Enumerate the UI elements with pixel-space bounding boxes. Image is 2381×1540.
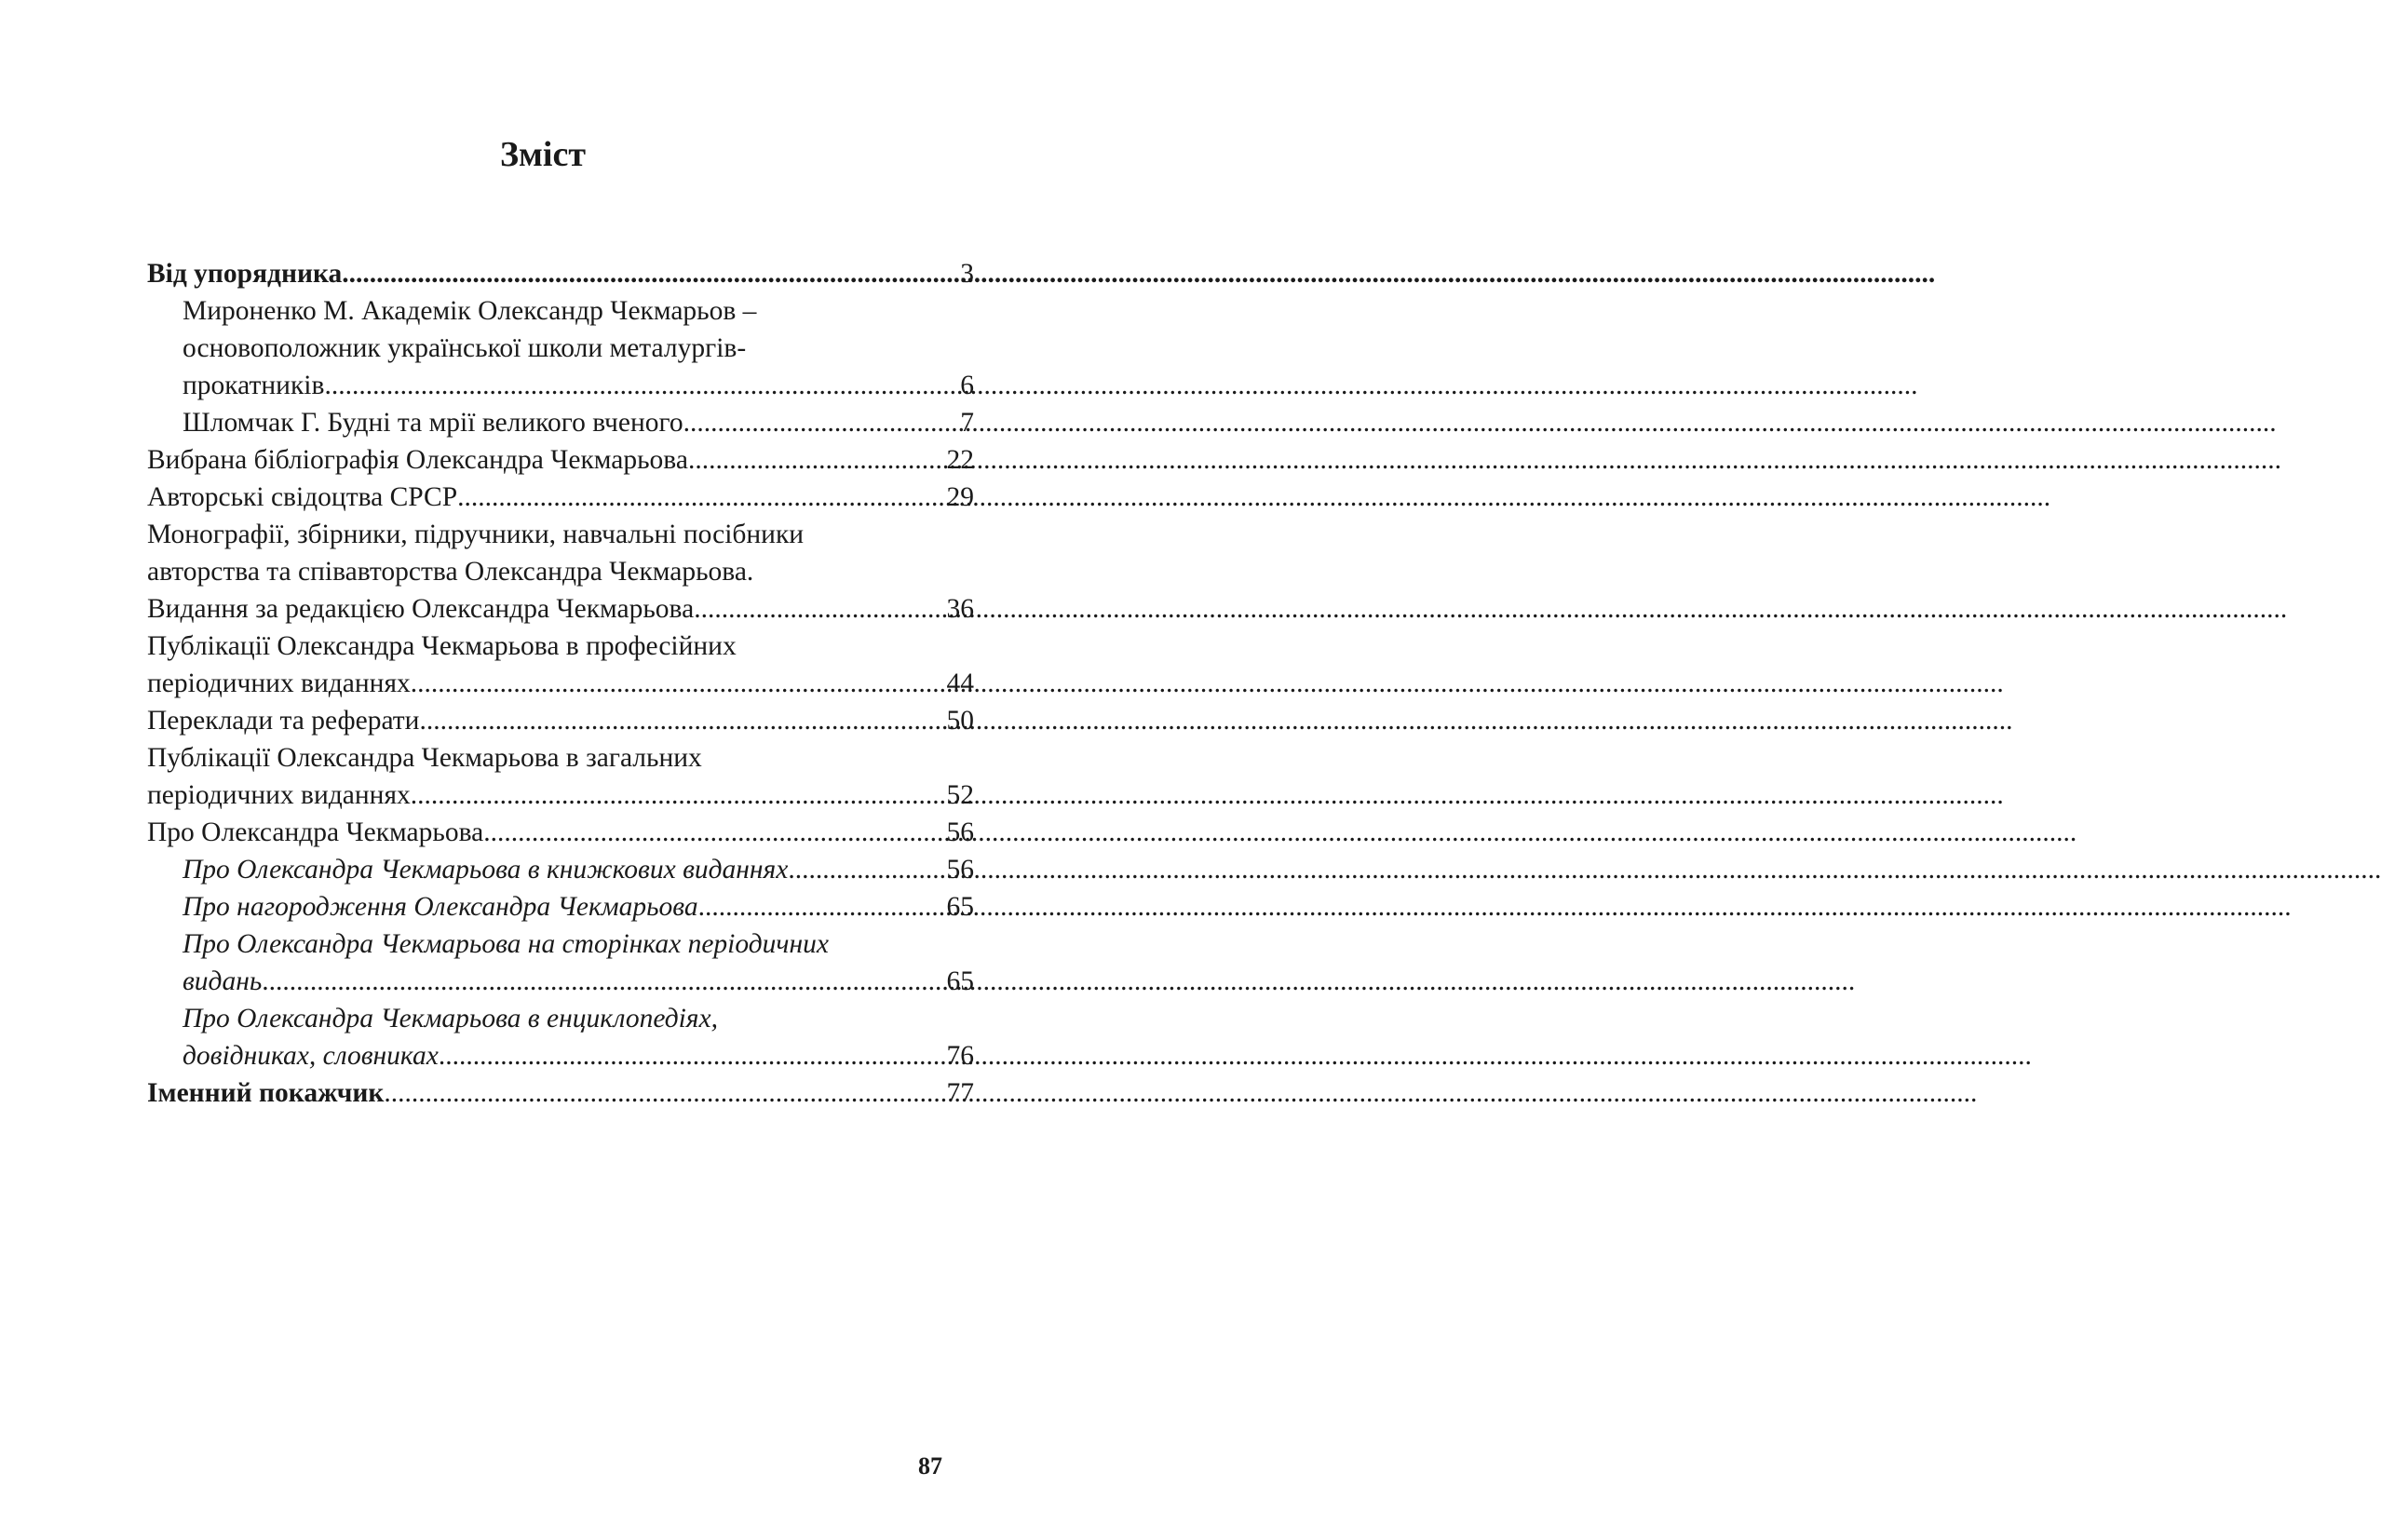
dot-leader [411, 665, 947, 702]
toc-entry-text: прокатників [183, 371, 325, 400]
toc-entry-shlomchak [147, 404, 974, 441]
toc-entry-monographs-line1 [147, 516, 974, 553]
toc-entry-text: Шломчак Г. Будні та мрії великого вченого [183, 408, 683, 438]
toc-entry-text: Про нагородження Олександра Чекмарьова [183, 892, 698, 922]
toc-entry-text: довідниках, словниках [183, 1041, 439, 1071]
dot-leader [411, 777, 947, 814]
toc-entry-edited [147, 590, 974, 628]
toc-entry-page: 65 [946, 892, 974, 922]
toc-entry-text: Вибрана бібліографія Олександра Чекмарьова [147, 445, 688, 475]
dot-leader [384, 1074, 946, 1112]
toc-entry-text: Про Олександра Чекмарьова в книжкових виданнях [183, 855, 789, 885]
toc-entry-page: 29 [946, 482, 974, 512]
toc-entry-mironenko-line1 [147, 292, 974, 330]
toc-entry-mironenko-line2 [147, 330, 974, 367]
toc-entry-page: 56 [946, 817, 974, 847]
toc-entry-about-periodicals-line2 [147, 963, 974, 1000]
toc-entry-page: 22 [946, 445, 974, 475]
toc-entry-text: періодичних виданнях [147, 780, 411, 810]
dot-leader [457, 479, 946, 516]
table-of-contents [147, 255, 974, 1112]
toc-entry-about-encyclopedias-line1 [147, 1000, 974, 1037]
toc-entry-page: 52 [946, 780, 974, 810]
toc-entry-text: періодичних виданнях [147, 669, 411, 698]
page-number: 87 [918, 1452, 942, 1479]
toc-entry-professional-line2 [147, 665, 974, 702]
dot-leader [694, 590, 946, 628]
toc-entry-professional-line1 [147, 628, 974, 665]
document-page [0, 0, 1086, 1540]
toc-entry-general-line1 [147, 739, 974, 777]
toc-entry-text: Публікації Олександра Чекмарьова в загальних [147, 743, 702, 773]
dot-leader [342, 255, 960, 292]
toc-entry-text: Монографії, збірники, підручники, навчальні посібники [147, 520, 805, 549]
toc-entry-mironenko-line3 [147, 367, 974, 404]
toc-entry-page: 50 [946, 706, 974, 736]
toc-entry-translations [147, 702, 974, 739]
toc-entry-about-periodicals-line1 [147, 925, 974, 963]
toc-entry-about [147, 814, 974, 851]
page-title: Зміст [499, 135, 587, 174]
toc-entry-page: 65 [946, 966, 974, 996]
toc-entry-page: 44 [946, 669, 974, 698]
toc-entry-page: 56 [946, 855, 974, 885]
dot-leader [419, 702, 946, 739]
toc-entry-text: Переклади та реферати [147, 706, 420, 736]
toc-entry-text: Мироненко М. Академік Олександр Чекмарьов – [183, 296, 757, 326]
toc-entry-text: Авторські свідоцтва СРСР [147, 482, 458, 512]
toc-entry-text: Про Олександра Чекмарьова [147, 817, 484, 847]
toc-entry-text: Публікації Олександра Чекмарьова в професійних [147, 631, 737, 661]
toc-entry-about-books [147, 851, 974, 888]
toc-entry-monographs-line2 [147, 553, 974, 590]
toc-entry-text: Про Олександра Чекмарьова на сторінках періодичних [183, 929, 829, 959]
toc-entry-text: Іменний покажчик [147, 1078, 385, 1108]
dot-leader [688, 441, 947, 479]
toc-entry-text: Від упорядника [147, 259, 343, 289]
dot-leader [439, 1037, 947, 1074]
toc-entry-text: Видання за редакцією Олександра Чекмарьова [147, 594, 695, 624]
toc-entry-about-awards [147, 888, 974, 925]
dot-leader [324, 367, 960, 404]
toc-entry-bibliography [147, 441, 974, 479]
toc-entry-general-line2 [147, 777, 974, 814]
toc-entry-page: 77 [946, 1078, 974, 1108]
dot-leader [788, 851, 946, 888]
toc-entry-text: Про Олександра Чекмарьова в енциклопедіях, [183, 1004, 718, 1033]
toc-entry-page: 6 [960, 371, 974, 400]
toc-entry-page: 36 [946, 594, 974, 624]
toc-entry-text: основоположник української школи металургів- [183, 333, 747, 363]
toc-entry-text: видань [183, 966, 263, 996]
toc-entry-page: 7 [960, 408, 974, 438]
toc-entry-name-index [147, 1074, 974, 1112]
toc-entry-compiler [147, 255, 974, 292]
dot-leader [262, 963, 946, 1000]
toc-entry-page: 3 [960, 259, 974, 289]
toc-entry-text: авторства та співавторства Олександра Чекмарьова. [147, 557, 754, 587]
dot-leader [698, 888, 947, 925]
dot-leader [483, 814, 946, 851]
toc-entry-page: 76 [946, 1041, 974, 1071]
toc-entry-about-encyclopedias-line2 [147, 1037, 974, 1074]
dot-leader [683, 404, 961, 441]
toc-entry-certificates [147, 479, 974, 516]
